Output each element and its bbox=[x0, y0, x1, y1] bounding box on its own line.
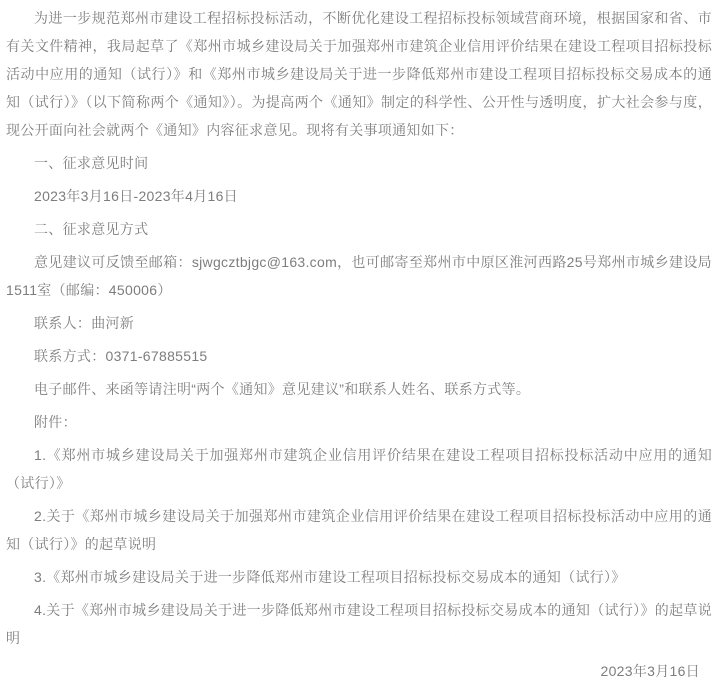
feedback-channels: 意见建议可反馈至邮箱：sjwgcztbjgc@163.com，也可邮寄至郑州市中原区淮河西路25号郑州市城乡建设局1511室（邮编：450006） bbox=[6, 254, 712, 298]
attachment-item-1: 1.《郑州市城乡建设局关于加强郑州市建筑企业信用评价结果在建设工程项目招标投标活动中应用的通知（试行）》 bbox=[6, 447, 712, 491]
attachments-label: 附件： bbox=[34, 414, 77, 430]
attachment-item-2: 2.关于《郑州市城乡建设局关于加强郑州市建筑企业信用评价结果在建设工程项目招标投标活动中应用的通知（试行）》的起草说明 bbox=[6, 508, 712, 552]
intro-paragraph: 为进一步规范郑州市建设工程招标投标活动，不断优化建设工程招标投标领域营商环境，根据国家和省、市有关文件精神，我局起草了《郑州市城乡建设局关于加强郑州市建筑企业信用评价结果在建设工程项目招标投标活动中应用的通知（试行）》和《郑州市城乡建设局关于进一步降低郑州市建设工程项目招标投标交易成本的通知（试行）》（以下简称两个《通知》）。为提高两个《通知》制定的科学性、公开性与透明度，扩大社会参与度，现公开面向社会就两个《通知》内容征求意见。现将有关事项通知如下： bbox=[6, 10, 712, 138]
contact-person: 联系人：曲河新 bbox=[34, 315, 135, 331]
attachment-item-3: 3.《郑州市城乡建设局关于进一步降低郑州市建设工程项目招标投标交易成本的通知（试行）》 bbox=[34, 569, 626, 585]
labeling-note: 电子邮件、来函等请注明“两个《通知》意见建议”和联系人姓名、联系方式等。 bbox=[34, 381, 531, 397]
section-two-heading: 二、征求意见方式 bbox=[34, 221, 149, 237]
publish-date: 2023年3月16日 bbox=[600, 663, 700, 679]
attachment-item-4: 4.关于《郑州市城乡建设局关于进一步降低郑州市建设工程项目招标投标交易成本的通知（试行）》的起草说明 bbox=[6, 602, 712, 646]
contact-phone: 联系方式：0371-67885515 bbox=[34, 348, 208, 364]
section-one-heading: 一、征求意见时间 bbox=[34, 155, 149, 171]
feedback-period: 2023年3月16日-2023年4月16日 bbox=[34, 188, 238, 204]
